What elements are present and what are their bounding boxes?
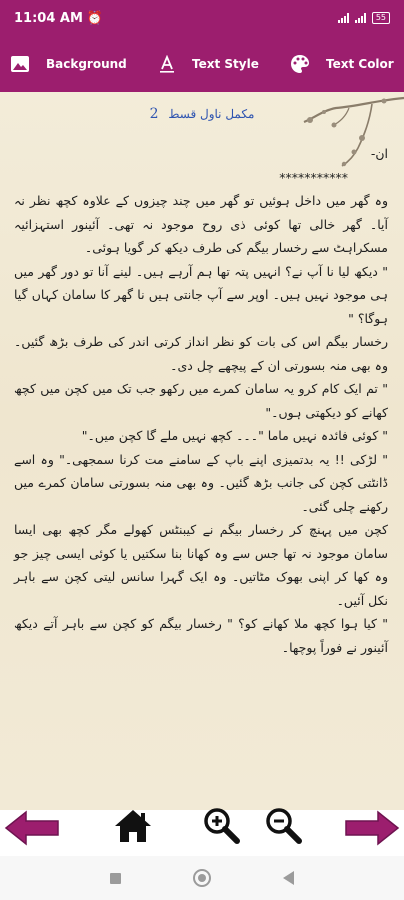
page-title (0, 106, 404, 122)
story-paragraph: ان- (370, 146, 388, 161)
text-style-button[interactable] (158, 55, 278, 73)
text-color-button[interactable] (290, 54, 394, 74)
text-style-label: Text Style (192, 57, 259, 71)
zoom-out-icon[interactable] (264, 806, 302, 844)
home-button[interactable] (193, 869, 211, 887)
story-paragraph: کچن میں پہنچ کر رخسار بیگم نے کیبنٹس کھولے مگر کچھ بھی ایسا سامان موجود نہ تھا جس سے وہ کھانا بنا سکتیں یا کوئی ایسی چیز جو وہ کھا کر اپنی بھوک مٹاتیں۔ وہ ایک گہرا سانس لیتی کچن سے باہر نکل آئیں۔ (14, 522, 388, 608)
text-color-label: Text Color (326, 57, 394, 71)
text-format-icon (158, 55, 176, 73)
signal-icon-2 (355, 13, 366, 23)
story-paragraph: رخسار بیگم اس کی بات کو نظر انداز کرتی اندر کی طرف بڑھ گئیں۔ وہ بھی منہ بسورتی ان کے پیچھے چل دی۔ (14, 334, 388, 373)
background-button[interactable] (10, 55, 150, 73)
story-paragraph: وہ گھر میں داخل ہوئیں تو گھر میں چند چیزوں کے علاوہ کچھ نظر نہ آیا۔ گھر خالی تھا کوئی ذی روح موجود نہ تھی۔ آئینور استہزائیہ مسکراہٹ سے رخسار بیگم کی طرف دیکھ کر گویا ہوئی۔ (14, 193, 388, 255)
image-icon (10, 55, 30, 73)
palette-icon (290, 54, 310, 74)
status-time: 11:04 AM (14, 10, 83, 26)
story-text (14, 142, 388, 659)
story-paragraph: " دیکھ لیا نا آپ نے؟ انہیں پتہ تھا ہم آرہے ہیں۔ لینے آنا تو دور گھر میں ہی موجود نہیں ہیں۔ اوپر سے آپ جانتی ہیں نا گھر کا سامان کہاں گیا ہوگا؟ " (14, 263, 388, 326)
status-bar (0, 0, 404, 36)
reader-page[interactable] (0, 92, 404, 810)
status-icons (338, 12, 390, 24)
page-title-text: مکمل ناول قسط (168, 107, 255, 121)
back-button[interactable] (283, 871, 294, 885)
arrow-left-icon[interactable] (4, 810, 60, 846)
background-label: Background (46, 57, 127, 71)
home-icon[interactable] (113, 808, 153, 844)
system-navigation-bar (0, 856, 404, 900)
story-paragraph: " تم ایک کام کرو یہ سامان کمرے میں رکھو جب تک میں کچن میں کچھ کھانے کو دیکھتی ہوں۔" (14, 381, 388, 420)
story-paragraph: " کیا ہوا کچھ ملا کھانے کو؟ " رخسار بیگم کو کچن سے باہر آتے دیکھ آئینور نے فوراً پوچھا۔ (14, 616, 388, 655)
signal-icon (338, 13, 349, 23)
story-separator: *********** (279, 169, 348, 185)
reader-toolbar (0, 36, 404, 92)
reader-bottom-bar (0, 796, 404, 856)
battery-icon: 55 (372, 12, 390, 24)
arrow-right-icon[interactable] (344, 810, 400, 846)
story-paragraph: " کوئی فائدہ نہیں ماما "۔۔۔ کچھ نہیں ملے گا کچن میں۔" (81, 428, 388, 443)
page-title-number: 2 (149, 106, 159, 122)
recents-button[interactable] (110, 873, 121, 884)
zoom-in-icon[interactable] (202, 806, 240, 844)
story-paragraph: " لڑکی !! یہ بدتمیزی اپنے باپ کے سامنے مت کرنا سمجھی۔" وہ اسے ڈانٹتی کچن کی جانب بڑھ گئیں۔ وہ بھی منہ بسورتی سامان کمرے میں رکھنے چلی گئی۔ (14, 451, 388, 514)
alarm-icon: ⏰ (86, 10, 104, 26)
